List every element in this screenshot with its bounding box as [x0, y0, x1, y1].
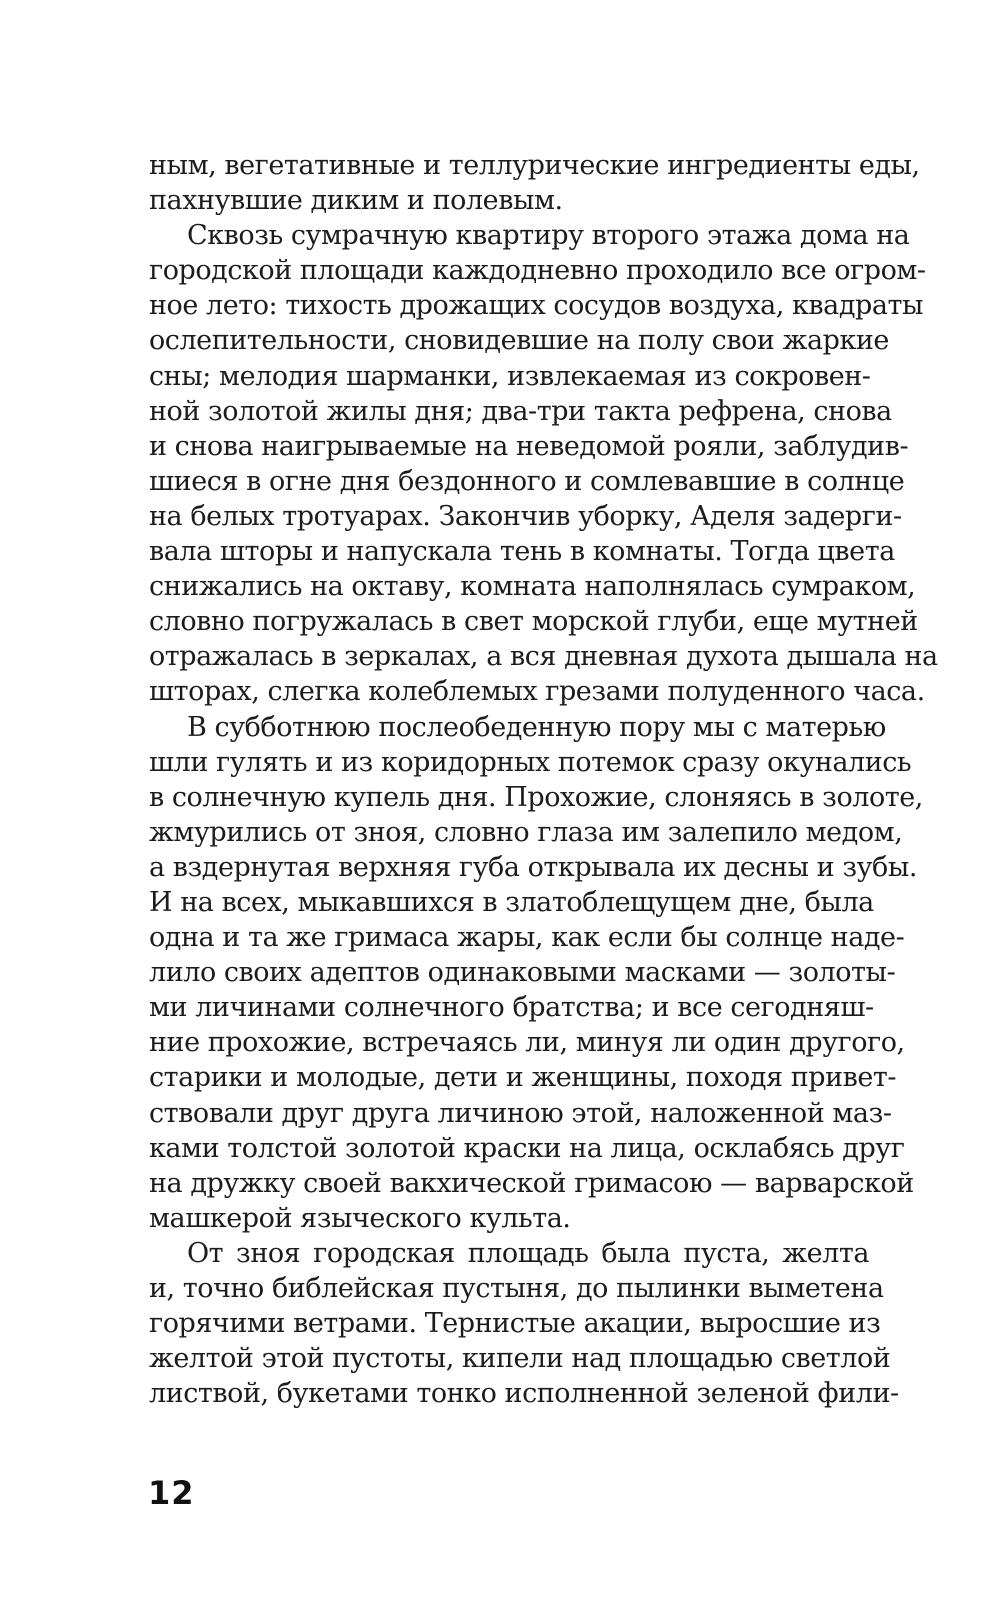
- text-line: и, точно библейская пустыня, до пылинки выметена: [149, 1273, 884, 1304]
- text-line: шторах, слегка колеблемых грезами полуденного часа.: [149, 676, 925, 708]
- text-line: жмурились от зноя, словно глаза им залепило медом,: [149, 816, 903, 848]
- text-line: и снова наигрываемые на неведомой рояли, заблудив-: [149, 430, 909, 462]
- body-text: [149, 148, 938, 1411]
- text-line: вала шторы и напускала тень в комнаты. Тогда цвета: [149, 536, 895, 568]
- text-line: горячими ветрами. Тернистые акации, выросшие из: [149, 1308, 881, 1340]
- text-line: снижались на октаву, комната наполнялась сумраком,: [149, 571, 916, 603]
- text-line: ным, вегетативные и теллурические ингредиенты еды,: [149, 150, 920, 181]
- text-line: И на всех, мыкавшихся в златоблещущем дне, была: [149, 886, 874, 918]
- text-line: пахнувшие диким и полевым.: [149, 185, 563, 217]
- text-line: В субботнюю послеобеденную пору мы с матерью: [187, 711, 886, 743]
- text-line: шиеся в огне дня бездонного и сомлевавшие в солнце: [149, 465, 905, 497]
- text-line: словно погружалась в свет морской глуби, еще мутней: [149, 606, 918, 638]
- text-line: а вздернутая верхняя губа открывала их десны и зубы.: [149, 851, 918, 883]
- text-line: отражалась в зеркалах, а вся дневная духота дышала на: [149, 641, 938, 673]
- text-line: ослепительности, сновидевшие на полу свои жаркие: [149, 325, 889, 357]
- text-line: старики и молодые, дети и женщины, походя привет-: [149, 1062, 897, 1094]
- text-line: машкерой языческого культа.: [149, 1202, 571, 1234]
- text-line: ное лето: тихость дрожащих сосудов воздуха, квадраты: [149, 290, 924, 322]
- text-line: ние прохожие, встречаясь ли, минуя ли один другого,: [149, 1027, 905, 1059]
- text-line: ми личинами солнечного братства; и все сегодняш-: [149, 992, 874, 1024]
- text-line: шли гулять и из коридорных потемок сразу окунались: [149, 746, 912, 778]
- text-line: лило своих адептов одинаковыми масками — золоты-: [149, 957, 896, 989]
- text-line: От зноя городская площадь была пуста, желта: [187, 1237, 869, 1269]
- text-line: ками толстой золотой краски на лица, осклабясь друг: [149, 1132, 905, 1164]
- text-line: Сквозь сумрачную квартиру второго этажа дома на: [187, 220, 910, 252]
- text-line: одна и та же гримаса жары, как если бы солнце наде-: [149, 922, 905, 954]
- text-line: ной золотой жилы дня; два-три такта рефрена, снова: [149, 395, 892, 427]
- text-line: на белых тротуарах. Закончив уборку, Аделя задерги-: [149, 500, 902, 532]
- text-line: ствовали друг друга личиною этой, наложенной маз-: [149, 1097, 892, 1129]
- text-line: городской площади каждодневно проходило все огром-: [149, 255, 926, 287]
- text-line: сны; мелодия шарманки, извлекаемая из сокровен-: [149, 360, 871, 392]
- text-line: в солнечную купель дня. Прохожие, слоняясь в золоте,: [149, 781, 923, 813]
- text-line: на дружку своей вакхической гримасою — варварской: [149, 1167, 914, 1199]
- text-line: листвой, букетами тонко исполненной зеленой фили-: [149, 1378, 899, 1410]
- page-number: 12: [148, 1474, 195, 1512]
- text-line: желтой этой пустоты, кипели над площадью светлой: [149, 1343, 891, 1375]
